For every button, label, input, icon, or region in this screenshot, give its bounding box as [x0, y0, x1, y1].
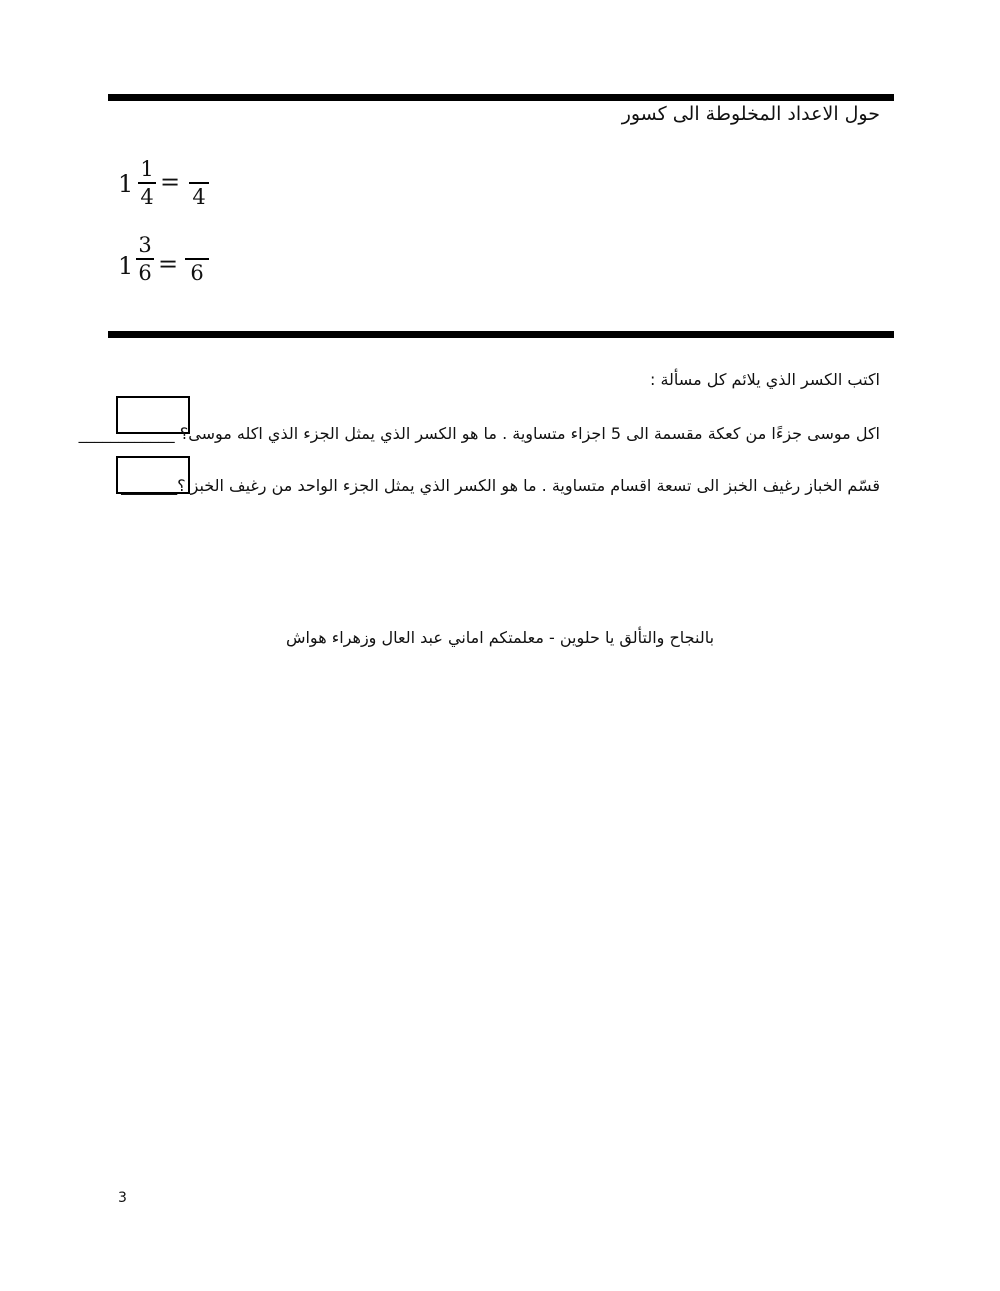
question-1: اكل موسى جزءًا من كعكة مقسمة الى 5 اجزاء متساوية . ما هو الكسر الذي يمثل الجزء الذي اكله موسى؟ ____________ [78, 424, 880, 443]
mixed-fraction [134, 232, 156, 286]
footer-message: بالنجاح والتألق يا حلوين - معلمتكم اماني عبد العال وزهراء هواش [285, 628, 715, 647]
equals-sign: = [158, 250, 179, 278]
whole-number: 1 [118, 252, 134, 280]
numerator: 1 [140, 157, 154, 181]
page-number: 3 [118, 1190, 127, 1206]
denominator: 4 [192, 184, 206, 209]
denominator: 6 [190, 260, 204, 285]
middle-divider [108, 331, 894, 338]
whole-number: 1 [118, 170, 134, 198]
mixed-fraction [136, 156, 158, 210]
question-2: قسّم الخباز رغيف الخبز الى تسعة اقسام متساوية . ما هو الكسر الذي يمثل الجزء الواحد من رغيف الخبز ؟_______ [121, 476, 880, 495]
denominator: 4 [140, 184, 154, 209]
denominator: 6 [138, 260, 152, 285]
instruction: اكتب الكسر الذي يلائم كل مسألة : [649, 370, 880, 389]
answer-fraction[interactable] [188, 156, 210, 210]
numerator: 3 [138, 233, 152, 257]
top-divider [108, 94, 894, 101]
section-title: حول الاعداد المخلوطة الى كسور [621, 103, 880, 125]
equals-sign: = [160, 168, 181, 196]
answer-fraction[interactable] [184, 232, 210, 286]
